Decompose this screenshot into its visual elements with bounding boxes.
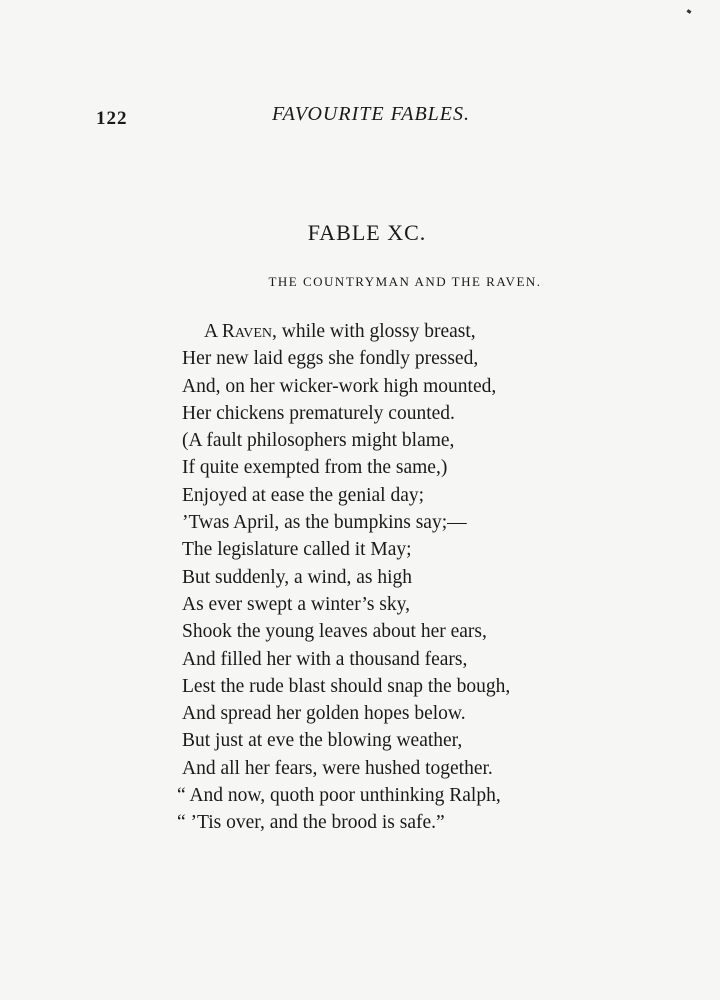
poem-line: But just at eve the blowing weather, [182, 730, 463, 752]
poem-line: Her new laid eggs she fondly pressed, [182, 348, 479, 370]
fable-title [0, 220, 720, 246]
poem-line: “ ’Tis over, and the brood is safe.” [177, 812, 445, 834]
poem-line: A Raven, while with glossy breast, [204, 321, 476, 342]
running-head: FAVOURITE FABLES. [272, 103, 470, 125]
poem [177, 318, 511, 837]
poem-line: (A fault philosophers might blame, [182, 430, 455, 452]
poem-line: Shook the young leaves about her ears, [182, 621, 487, 643]
poem-line: “ And now, quoth poor unthinking Ralph, [177, 785, 501, 807]
poem-line: Enjoyed at ease the genial day; [182, 484, 425, 506]
poem-line: Her chickens prematurely counted. [182, 402, 455, 424]
fable-subtitle [0, 274, 720, 290]
poem-line: As ever swept a winter’s sky, [182, 593, 410, 615]
page-number: 122 [96, 108, 128, 129]
poem-line: ’Twas April, as the bumpkins say;— [182, 512, 467, 534]
poem-line: Lest the rude blast should snap the bough, [182, 675, 511, 697]
poem-line: If quite exempted from the same,) [182, 457, 448, 479]
poem-line: The legislature called it May; [182, 539, 412, 561]
scan-mark [687, 9, 692, 14]
fable-subtitle-text: THE COUNTRYMAN AND THE RAVEN. [268, 274, 542, 289]
fable-title-text: FABLE XC. [307, 220, 427, 245]
poem-line: And, on her wicker-work high mounted, [182, 375, 497, 397]
poem-line: And filled her with a thousand fears, [182, 648, 468, 670]
poem-line: But suddenly, a wind, as high [182, 566, 413, 588]
poem-line: And all her fears, were hushed together. [182, 757, 493, 779]
poem-line: And spread her golden hopes below. [182, 703, 466, 725]
